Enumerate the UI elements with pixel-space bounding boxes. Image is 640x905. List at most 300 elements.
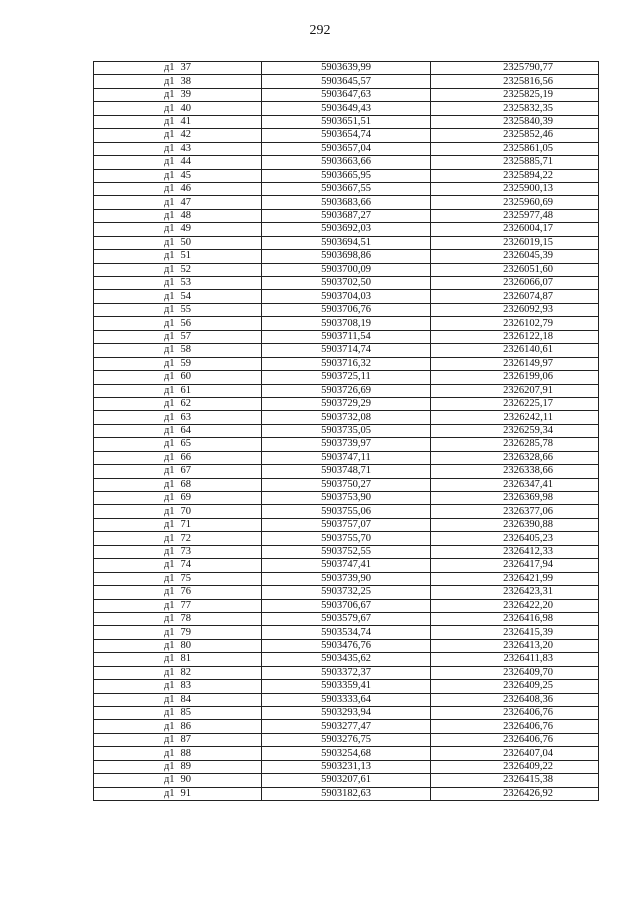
x-coordinate-cell: 5903755,06 <box>262 505 431 518</box>
point-prefix: д1 <box>163 519 175 531</box>
table-row <box>94 156 599 169</box>
table-row <box>94 62 599 75</box>
point-prefix: д1 <box>163 223 175 235</box>
point-number: 55 <box>180 304 192 316</box>
point-number: 85 <box>180 707 192 719</box>
point-number: 45 <box>180 169 192 181</box>
point-prefix: д1 <box>163 559 175 571</box>
y-coordinate-cell: 2326417,94 <box>431 559 599 572</box>
x-coordinate-cell: 5903698,86 <box>262 250 431 263</box>
x-coordinate-cell: 5903579,67 <box>262 612 431 625</box>
y-coordinate-cell: 2326259,34 <box>431 424 599 437</box>
y-coordinate-cell: 2326285,78 <box>431 438 599 451</box>
point-prefix: д1 <box>163 115 175 127</box>
y-coordinate-cell: 2326347,41 <box>431 478 599 491</box>
x-coordinate-cell: 5903654,74 <box>262 129 431 142</box>
point-number: 89 <box>180 760 192 772</box>
point-prefix: д1 <box>163 62 175 74</box>
point-number: 78 <box>180 613 192 625</box>
point-id-cell <box>94 290 262 303</box>
table-row <box>94 371 599 384</box>
point-id-cell <box>94 250 262 263</box>
x-coordinate-cell: 5903739,90 <box>262 572 431 585</box>
point-id-cell <box>94 733 262 746</box>
point-number: 52 <box>180 263 192 275</box>
y-coordinate-cell: 2325790,77 <box>431 62 599 75</box>
point-number: 81 <box>180 653 192 665</box>
table-row <box>94 115 599 128</box>
table-row <box>94 330 599 343</box>
y-coordinate-cell: 2325894,22 <box>431 169 599 182</box>
table-row <box>94 88 599 101</box>
point-number: 49 <box>180 223 192 235</box>
table-row <box>94 317 599 330</box>
point-number: 91 <box>180 787 192 799</box>
point-prefix: д1 <box>163 545 175 557</box>
point-id-cell <box>94 75 262 88</box>
x-coordinate-cell: 5903639,99 <box>262 62 431 75</box>
table-row <box>94 102 599 115</box>
y-coordinate-cell: 2326416,98 <box>431 612 599 625</box>
y-coordinate-cell: 2325816,56 <box>431 75 599 88</box>
table-row <box>94 303 599 316</box>
table-row <box>94 411 599 424</box>
x-coordinate-cell: 5903182,63 <box>262 787 431 800</box>
point-number: 82 <box>180 666 192 678</box>
point-id-cell <box>94 223 262 236</box>
point-id-cell <box>94 639 262 652</box>
table-row <box>94 693 599 706</box>
point-number: 38 <box>180 75 192 87</box>
point-prefix: д1 <box>163 371 175 383</box>
coordinates-table <box>93 61 599 801</box>
point-id-cell <box>94 142 262 155</box>
table-row <box>94 223 599 236</box>
point-number: 39 <box>180 89 192 101</box>
point-id-cell <box>94 680 262 693</box>
point-id-cell <box>94 572 262 585</box>
x-coordinate-cell: 5903735,05 <box>262 424 431 437</box>
x-coordinate-cell: 5903711,54 <box>262 330 431 343</box>
y-coordinate-cell: 2326004,17 <box>431 223 599 236</box>
point-id-cell <box>94 599 262 612</box>
x-coordinate-cell: 5903687,27 <box>262 209 431 222</box>
point-number: 44 <box>180 156 192 168</box>
point-number: 86 <box>180 720 192 732</box>
point-id-cell <box>94 545 262 558</box>
y-coordinate-cell: 2326408,36 <box>431 693 599 706</box>
point-id-cell <box>94 612 262 625</box>
point-prefix: д1 <box>163 451 175 463</box>
table-row <box>94 760 599 773</box>
y-coordinate-cell: 2326328,66 <box>431 451 599 464</box>
x-coordinate-cell: 5903732,25 <box>262 586 431 599</box>
x-coordinate-cell: 5903277,47 <box>262 720 431 733</box>
x-coordinate-cell: 5903231,13 <box>262 760 431 773</box>
x-coordinate-cell: 5903663,66 <box>262 156 431 169</box>
x-coordinate-cell: 5903716,32 <box>262 357 431 370</box>
point-id-cell <box>94 518 262 531</box>
point-prefix: д1 <box>163 613 175 625</box>
point-number: 73 <box>180 545 192 557</box>
point-id-cell <box>94 330 262 343</box>
table-row <box>94 639 599 652</box>
x-coordinate-cell: 5903702,50 <box>262 277 431 290</box>
point-number: 43 <box>180 142 192 154</box>
y-coordinate-cell: 2326411,83 <box>431 653 599 666</box>
table-row <box>94 599 599 612</box>
y-coordinate-cell: 2326102,79 <box>431 317 599 330</box>
point-number: 64 <box>180 425 192 437</box>
point-number: 58 <box>180 344 192 356</box>
point-prefix: д1 <box>163 290 175 302</box>
point-number: 65 <box>180 438 192 450</box>
table-row <box>94 236 599 249</box>
point-prefix: д1 <box>163 626 175 638</box>
point-prefix: д1 <box>163 330 175 342</box>
y-coordinate-cell: 2326421,99 <box>431 572 599 585</box>
point-prefix: д1 <box>163 760 175 772</box>
point-number: 88 <box>180 747 192 759</box>
point-number: 48 <box>180 210 192 222</box>
x-coordinate-cell: 5903732,08 <box>262 411 431 424</box>
point-id-cell <box>94 156 262 169</box>
y-coordinate-cell: 2326092,93 <box>431 303 599 316</box>
y-coordinate-cell: 2325825,19 <box>431 88 599 101</box>
point-number: 60 <box>180 371 192 383</box>
point-id-cell <box>94 411 262 424</box>
point-prefix: д1 <box>163 411 175 423</box>
point-id-cell <box>94 787 262 800</box>
point-prefix: д1 <box>163 707 175 719</box>
point-number: 37 <box>180 62 192 74</box>
point-prefix: д1 <box>163 666 175 678</box>
point-prefix: д1 <box>163 653 175 665</box>
y-coordinate-cell: 2325840,39 <box>431 115 599 128</box>
table-row <box>94 438 599 451</box>
table-row <box>94 518 599 531</box>
table-row <box>94 707 599 720</box>
point-id-cell <box>94 263 262 276</box>
point-prefix: д1 <box>163 425 175 437</box>
point-number: 56 <box>180 317 192 329</box>
point-id-cell <box>94 169 262 182</box>
x-coordinate-cell: 5903333,64 <box>262 693 431 706</box>
point-number: 77 <box>180 599 192 611</box>
table-row <box>94 209 599 222</box>
table-row <box>94 559 599 572</box>
point-prefix: д1 <box>163 210 175 222</box>
point-prefix: д1 <box>163 505 175 517</box>
point-prefix: д1 <box>163 465 175 477</box>
table-row <box>94 196 599 209</box>
table-row <box>94 532 599 545</box>
x-coordinate-cell: 5903645,57 <box>262 75 431 88</box>
point-id-cell <box>94 102 262 115</box>
table-row <box>94 680 599 693</box>
x-coordinate-cell: 5903729,29 <box>262 397 431 410</box>
y-coordinate-cell: 2326066,07 <box>431 277 599 290</box>
point-number: 71 <box>180 519 192 531</box>
y-coordinate-cell: 2326407,04 <box>431 747 599 760</box>
table-row <box>94 290 599 303</box>
point-id-cell <box>94 397 262 410</box>
point-id-cell <box>94 277 262 290</box>
point-prefix: д1 <box>163 169 175 181</box>
point-prefix: д1 <box>163 747 175 759</box>
point-id-cell <box>94 653 262 666</box>
point-id-cell <box>94 586 262 599</box>
x-coordinate-cell: 5903649,43 <box>262 102 431 115</box>
point-prefix: д1 <box>163 344 175 356</box>
point-number: 41 <box>180 115 192 127</box>
point-id-cell <box>94 774 262 787</box>
x-coordinate-cell: 5903694,51 <box>262 236 431 249</box>
table-row <box>94 492 599 505</box>
table-row <box>94 626 599 639</box>
point-number: 74 <box>180 559 192 571</box>
point-prefix: д1 <box>163 89 175 101</box>
x-coordinate-cell: 5903747,11 <box>262 451 431 464</box>
y-coordinate-cell: 2325852,46 <box>431 129 599 142</box>
point-id-cell <box>94 209 262 222</box>
point-prefix: д1 <box>163 263 175 275</box>
point-id-cell <box>94 451 262 464</box>
y-coordinate-cell: 2326390,88 <box>431 518 599 531</box>
point-id-cell <box>94 129 262 142</box>
y-coordinate-cell: 2326409,25 <box>431 680 599 693</box>
point-id-cell <box>94 196 262 209</box>
point-id-cell <box>94 384 262 397</box>
x-coordinate-cell: 5903435,62 <box>262 653 431 666</box>
y-coordinate-cell: 2326122,18 <box>431 330 599 343</box>
x-coordinate-cell: 5903753,90 <box>262 492 431 505</box>
y-coordinate-cell: 2326149,97 <box>431 357 599 370</box>
point-prefix: д1 <box>163 384 175 396</box>
point-id-cell <box>94 666 262 679</box>
point-prefix: д1 <box>163 492 175 504</box>
x-coordinate-cell: 5903750,27 <box>262 478 431 491</box>
point-number: 42 <box>180 129 192 141</box>
point-id-cell <box>94 371 262 384</box>
y-coordinate-cell: 2325960,69 <box>431 196 599 209</box>
y-coordinate-cell: 2326423,31 <box>431 586 599 599</box>
x-coordinate-cell: 5903207,61 <box>262 774 431 787</box>
table-row <box>94 75 599 88</box>
y-coordinate-cell: 2326426,92 <box>431 787 599 800</box>
point-prefix: д1 <box>163 317 175 329</box>
point-number: 80 <box>180 640 192 652</box>
y-coordinate-cell: 2326406,76 <box>431 733 599 746</box>
point-number: 87 <box>180 734 192 746</box>
x-coordinate-cell: 5903757,07 <box>262 518 431 531</box>
point-prefix: д1 <box>163 277 175 289</box>
y-coordinate-cell: 2326019,15 <box>431 236 599 249</box>
point-number: 84 <box>180 693 192 705</box>
table-row <box>94 720 599 733</box>
point-prefix: д1 <box>163 129 175 141</box>
point-prefix: д1 <box>163 304 175 316</box>
y-coordinate-cell: 2326051,60 <box>431 263 599 276</box>
point-prefix: д1 <box>163 586 175 598</box>
point-number: 72 <box>180 532 192 544</box>
point-id-cell <box>94 626 262 639</box>
point-id-cell <box>94 303 262 316</box>
point-prefix: д1 <box>163 183 175 195</box>
table-row <box>94 733 599 746</box>
point-number: 47 <box>180 196 192 208</box>
x-coordinate-cell: 5903725,11 <box>262 371 431 384</box>
point-number: 57 <box>180 330 192 342</box>
x-coordinate-cell: 5903704,03 <box>262 290 431 303</box>
point-id-cell <box>94 478 262 491</box>
point-prefix: д1 <box>163 102 175 114</box>
point-id-cell <box>94 357 262 370</box>
point-number: 53 <box>180 277 192 289</box>
point-number: 61 <box>180 384 192 396</box>
table-row <box>94 478 599 491</box>
x-coordinate-cell: 5903372,37 <box>262 666 431 679</box>
y-coordinate-cell: 2326207,91 <box>431 384 599 397</box>
x-coordinate-cell: 5903647,63 <box>262 88 431 101</box>
point-prefix: д1 <box>163 572 175 584</box>
point-id-cell <box>94 505 262 518</box>
y-coordinate-cell: 2326405,23 <box>431 532 599 545</box>
point-id-cell <box>94 559 262 572</box>
y-coordinate-cell: 2326415,38 <box>431 774 599 787</box>
table-row <box>94 465 599 478</box>
y-coordinate-cell: 2325832,35 <box>431 102 599 115</box>
point-prefix: д1 <box>163 774 175 786</box>
y-coordinate-cell: 2326409,22 <box>431 760 599 773</box>
point-id-cell <box>94 465 262 478</box>
table-row <box>94 612 599 625</box>
point-number: 79 <box>180 626 192 638</box>
x-coordinate-cell: 5903747,41 <box>262 559 431 572</box>
x-coordinate-cell: 5903683,66 <box>262 196 431 209</box>
point-prefix: д1 <box>163 142 175 154</box>
x-coordinate-cell: 5903755,70 <box>262 532 431 545</box>
table-row <box>94 747 599 760</box>
page-number: 292 <box>309 23 331 38</box>
point-prefix: д1 <box>163 75 175 87</box>
point-prefix: д1 <box>163 250 175 262</box>
point-id-cell <box>94 115 262 128</box>
point-number: 62 <box>180 398 192 410</box>
x-coordinate-cell: 5903293,94 <box>262 707 431 720</box>
table-row <box>94 357 599 370</box>
table-row <box>94 545 599 558</box>
point-number: 90 <box>180 774 192 786</box>
point-prefix: д1 <box>163 599 175 611</box>
y-coordinate-cell: 2326412,33 <box>431 545 599 558</box>
point-number: 51 <box>180 250 192 262</box>
x-coordinate-cell: 5903476,76 <box>262 639 431 652</box>
point-id-cell <box>94 317 262 330</box>
point-prefix: д1 <box>163 398 175 410</box>
point-number: 70 <box>180 505 192 517</box>
x-coordinate-cell: 5903534,74 <box>262 626 431 639</box>
y-coordinate-cell: 2326413,20 <box>431 639 599 652</box>
point-prefix: д1 <box>163 156 175 168</box>
y-coordinate-cell: 2326045,39 <box>431 250 599 263</box>
x-coordinate-cell: 5903739,97 <box>262 438 431 451</box>
point-id-cell <box>94 438 262 451</box>
y-coordinate-cell: 2325900,13 <box>431 182 599 195</box>
point-id-cell <box>94 182 262 195</box>
point-number: 63 <box>180 411 192 423</box>
table-row <box>94 169 599 182</box>
y-coordinate-cell: 2326406,76 <box>431 707 599 720</box>
point-prefix: д1 <box>163 734 175 746</box>
table-row <box>94 451 599 464</box>
x-coordinate-cell: 5903657,04 <box>262 142 431 155</box>
point-id-cell <box>94 492 262 505</box>
y-coordinate-cell: 2326140,61 <box>431 344 599 357</box>
point-prefix: д1 <box>163 478 175 490</box>
point-number: 40 <box>180 102 192 114</box>
point-prefix: д1 <box>163 196 175 208</box>
table-row <box>94 344 599 357</box>
table-row <box>94 586 599 599</box>
x-coordinate-cell: 5903726,69 <box>262 384 431 397</box>
x-coordinate-cell: 5903706,67 <box>262 599 431 612</box>
point-number: 59 <box>180 357 192 369</box>
point-prefix: д1 <box>163 680 175 692</box>
x-coordinate-cell: 5903692,03 <box>262 223 431 236</box>
table-row <box>94 277 599 290</box>
point-id-cell <box>94 62 262 75</box>
point-number: 66 <box>180 451 192 463</box>
y-coordinate-cell: 2325885,71 <box>431 156 599 169</box>
table-row <box>94 384 599 397</box>
point-prefix: д1 <box>163 693 175 705</box>
point-number: 69 <box>180 492 192 504</box>
table-row <box>94 505 599 518</box>
table-row <box>94 263 599 276</box>
point-id-cell <box>94 532 262 545</box>
table-row <box>94 774 599 787</box>
x-coordinate-cell: 5903700,09 <box>262 263 431 276</box>
y-coordinate-cell: 2326406,76 <box>431 720 599 733</box>
point-id-cell <box>94 720 262 733</box>
table-row <box>94 787 599 800</box>
point-id-cell <box>94 760 262 773</box>
y-coordinate-cell: 2325861,05 <box>431 142 599 155</box>
table-row <box>94 424 599 437</box>
y-coordinate-cell: 2326422,20 <box>431 599 599 612</box>
point-id-cell <box>94 693 262 706</box>
point-prefix: д1 <box>163 236 175 248</box>
x-coordinate-cell: 5903665,95 <box>262 169 431 182</box>
point-number: 83 <box>180 680 192 692</box>
x-coordinate-cell: 5903714,74 <box>262 344 431 357</box>
point-id-cell <box>94 344 262 357</box>
x-coordinate-cell: 5903752,55 <box>262 545 431 558</box>
table-row <box>94 250 599 263</box>
y-coordinate-cell: 2326242,11 <box>431 411 599 424</box>
point-id-cell <box>94 747 262 760</box>
point-number: 68 <box>180 478 192 490</box>
point-prefix: д1 <box>163 640 175 652</box>
point-id-cell <box>94 88 262 101</box>
table-row <box>94 182 599 195</box>
y-coordinate-cell: 2326338,66 <box>431 465 599 478</box>
y-coordinate-cell: 2326377,06 <box>431 505 599 518</box>
table-row <box>94 397 599 410</box>
point-number: 54 <box>180 290 192 302</box>
point-number: 67 <box>180 465 192 477</box>
